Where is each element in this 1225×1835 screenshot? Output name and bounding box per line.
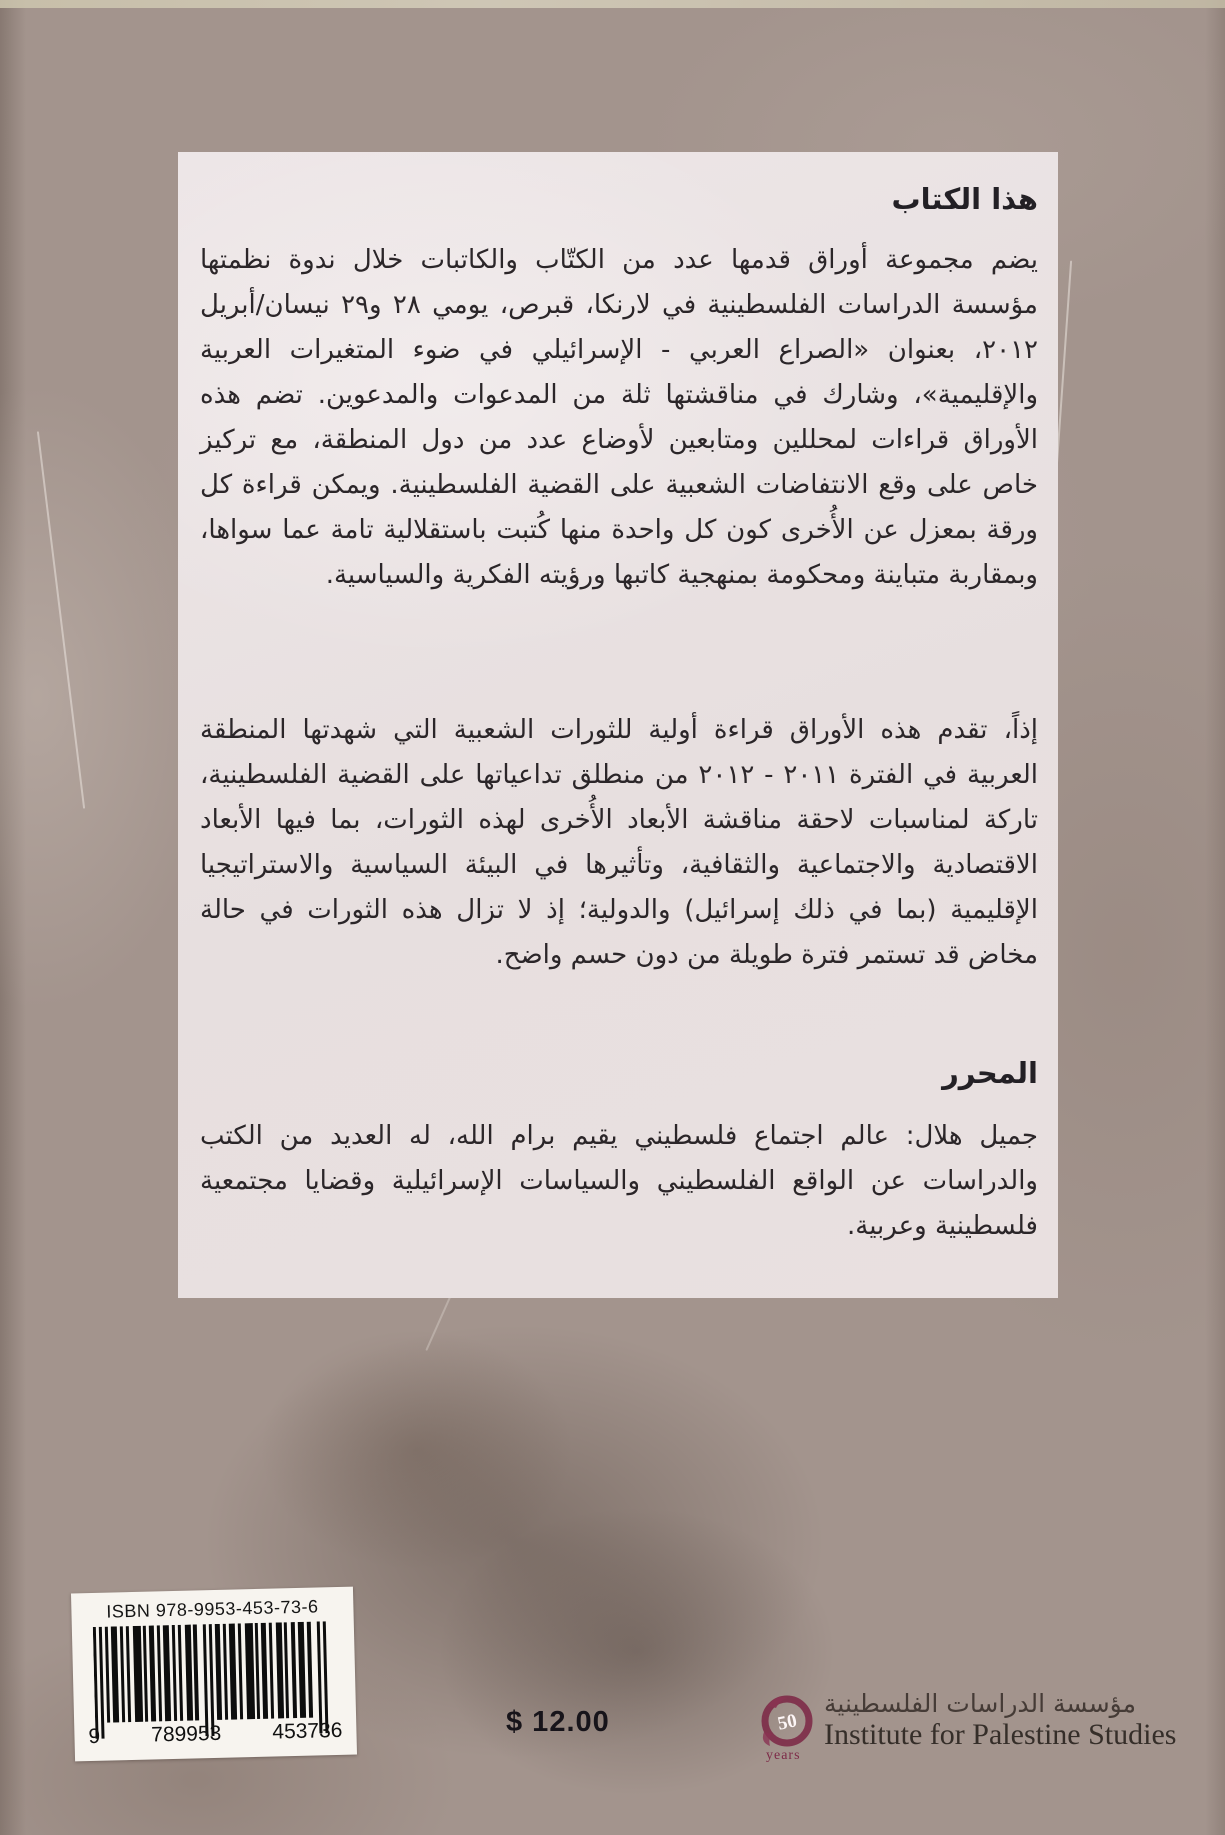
barcode-digit-group: 9 bbox=[88, 1724, 101, 1749]
price-label: $ 12.00 bbox=[506, 1706, 610, 1738]
barcode-digit-group: 789953 bbox=[150, 1721, 222, 1747]
isbn-barcode-label bbox=[71, 1587, 357, 1762]
blurb-paragraph-1: يضم مجموعة أوراق قدمها عدد من الكتّاب والكاتبات خلال ندوة نظمتها مؤسسة الدراسات الفلسطينية في لارنكا، قبرص، يومي ٢٨ و٢٩ نيسان/أبريل ٢٠١٢، بعنوان «الصراع العربي - الإسرائيلي في ضوء المتغيرات العربية والإقليمية»، وشارك في مناقشتها ثلة من المدعوات والمدعوين. تضم هذه الأوراق قراءات لمحللين ومتابعين لأوضاع عدد من دول المنطقة، مع تركيز خاص على وقع الانتفاضات الشعبية على القضية الفلسطينية. ويمكن قراءة كل ورقة بمعزل عن الأُخرى كون كل واحدة منها كُتبت باستقلالية تامة عما سواها، وبمقاربة متباينة ومحكومة بمنهجية كاتبها ورؤيته الفكرية والسياسية. bbox=[200, 245, 1038, 590]
scan-edge-strip bbox=[0, 0, 1225, 8]
publisher-name-arabic: مؤسسة الدراسات الفلسطينية bbox=[824, 1689, 1136, 1718]
svg-text:50: 50 bbox=[775, 1710, 799, 1735]
blurb-panel bbox=[178, 152, 1058, 1298]
about-book-heading: هذا الكتاب bbox=[891, 182, 1038, 216]
publisher-names bbox=[824, 1690, 1202, 1752]
editor-paragraph: جميل هلال: عالم اجتماع فلسطيني يقيم برام الله، له العديد من الكتب والدراسات عن الواقع الفلسطيني والسياسات الإسرائيلية وقضايا مجتمعية فلسطينية وعربية. bbox=[200, 1121, 1038, 1241]
editor-heading: المحرر bbox=[942, 1056, 1038, 1090]
logo-years-label: years bbox=[766, 1748, 801, 1763]
texture-crack bbox=[37, 431, 85, 808]
blurb-paragraph-2: إذاً، تقدم هذه الأوراق قراءة أولية للثورات الشعبية التي شهدتها المنطقة العربية في الفترة ٢٠١١ - ٢٠١٢ من منطلق تداعياتها على القضية الفلسطينية، تاركة لمناسبات لاحقة مناقشة الأبعاد الأُخرى لهذه الثورات، بما فيها الأبعاد الاقتصادية والاجتماعية والثقافية، وتأثيرها في البيئة السياسية والاستراتيجيا الإقليمية (بما في ذلك إسرائيل) والدولية؛ إذ لا تزال هذه الثورات في حالة مخاض قد تستمر فترة طويلة من دون حسم واضح. bbox=[200, 715, 1039, 970]
isbn-number: ISBN 978-9953-453-73-6 bbox=[106, 1596, 319, 1622]
barcode-digit-group: 453736 bbox=[272, 1718, 343, 1744]
ips-50th-anniversary-logo-icon bbox=[758, 1692, 816, 1750]
barcode-digits bbox=[86, 1719, 345, 1749]
publisher-logo-block bbox=[752, 1680, 1202, 1780]
publisher-name-english: Institute for Palestine Studies bbox=[824, 1718, 1177, 1751]
